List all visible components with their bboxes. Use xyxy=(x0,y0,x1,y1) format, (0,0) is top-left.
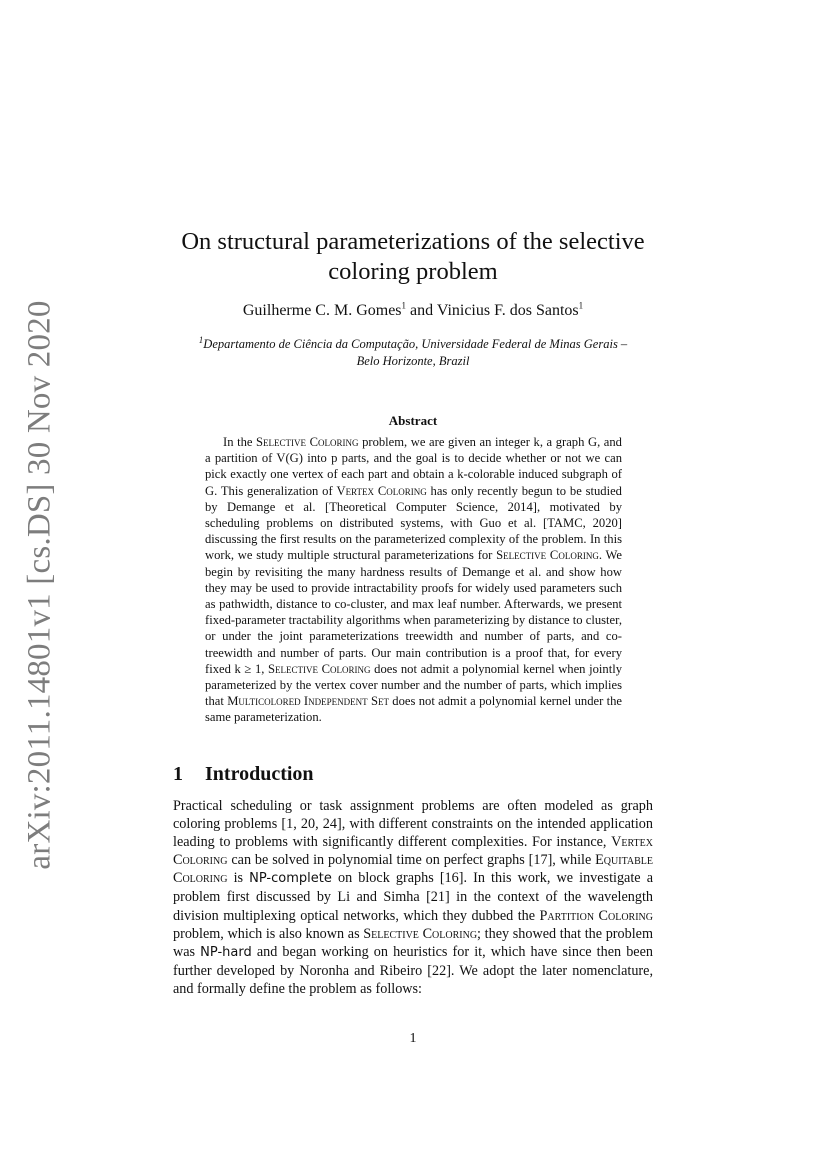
affiliation xyxy=(110,336,716,370)
author-name: Guilherme C. M. Gomes xyxy=(242,302,402,319)
problem-name: Partition Coloring xyxy=(539,907,653,924)
section-title: Introduction xyxy=(205,763,314,785)
abstract-text: does not admit a polynomial kernel under the same parameterization. xyxy=(205,694,622,725)
abstract-paragraph xyxy=(205,434,622,726)
affiliation-mark: 1 xyxy=(198,334,204,345)
abstract-text: . We begin by revisiting the many hardness results of Demange et al. and show how they may be used to provide intractability proofs for widely used parameters such as pathwidth, distance to co-cluster, and max leaf number. Afterwards, we present fixed-parameter tractability algorithms when parameterizing by distance to cluster, or under the joint parameterizations treewidth and number of parts, and co-treewidth and number of parts. Our main contribution is a proof that, for every fixed k ≥ 1, xyxy=(205,548,622,676)
affiliation-line-2: Belo Horizonte, Brazil xyxy=(356,354,470,368)
abstract-body xyxy=(205,434,622,726)
body-text: problem, which is also known as xyxy=(173,925,364,942)
author-joiner: and xyxy=(406,302,437,319)
body-text: on block graphs [16]. In this work, we investigate a problem first discussed by Li and Simha [21] in the context of the wavelength division multiplexing optical networks, which they dubbed the xyxy=(173,870,653,924)
introduction-paragraph xyxy=(173,797,653,998)
problem-name: Selective Coloring xyxy=(268,661,371,676)
complexity-class: NP-hard xyxy=(200,944,252,960)
title-line-1: On structural parameterizations of the selective xyxy=(181,228,645,255)
affiliation-mark: 1 xyxy=(401,300,407,311)
paper-title xyxy=(110,227,716,287)
problem-name: Vertex Coloring xyxy=(173,834,653,869)
body-text: can be solved in polynomial time on perfect graphs [17], while xyxy=(227,852,596,869)
abstract-text: In the xyxy=(223,435,257,449)
arxiv-identifier: arXiv:2011.14801v1 [cs.DS] 30 Nov 2020 xyxy=(21,300,58,870)
abstract-heading: Abstract xyxy=(388,413,438,428)
complexity-class: NP-complete xyxy=(249,871,332,887)
body-text: Practical scheduling or task assignment problems are often modeled as graph coloring problems [1, 20, 24], with different constraints on the intended application leading to problems with significantly different complexities. For instance, xyxy=(173,798,653,851)
section-heading xyxy=(173,763,314,786)
problem-name: Equitable Coloring xyxy=(173,852,653,887)
title-line-2: coloring problem xyxy=(328,258,498,285)
section-number: 1 xyxy=(173,763,183,785)
problem-name: Selective Coloring xyxy=(363,925,478,942)
problem-name: Vertex Coloring xyxy=(336,483,427,498)
abstract-text: has only recently begun to be studied by Demange et al. [Theoretical Computer Science, 2014], motivated by scheduling problems on distributed systems, with Guo et al. [TAMC, 2020] discussing the first results on the parameterized complexity of the problem. In this work, we study multiple structural parameterizations for xyxy=(205,483,622,563)
body-text: and began working on heuristics for it, which have since then been further developed by Noronha and Ribeiro [22]. We adopt the later nomenclature, and formally define the problem as follows: xyxy=(173,943,653,997)
problem-name: Multicolored Independent Set xyxy=(227,694,389,709)
affiliation-mark: 1 xyxy=(578,300,584,311)
body-text: ; they showed that the problem was xyxy=(173,925,653,960)
page-number: 1 xyxy=(409,1031,417,1046)
abstract-text: does not admit a polynomial kernel when jointly parameterized by the vertex cover number and the number of parts, which implies that xyxy=(205,661,622,709)
abstract-text: problem, we are given an integer k, a graph G, and a partition of V(G) into p parts, and the goal is to decide whether or not we can pick exactly one vertex of each part and obtain a k-colorable induced subgraph of G. This generalization of xyxy=(205,435,622,498)
affiliation-line-1: Departamento de Ciência da Computação, Universidade Federal de Minas Gerais – xyxy=(203,337,628,351)
introduction-body xyxy=(173,797,653,998)
body-text: is xyxy=(227,870,250,887)
author-list xyxy=(110,302,716,320)
problem-name: Selective Coloring xyxy=(496,548,599,563)
author-name: Vinicius F. dos Santos xyxy=(436,302,579,319)
problem-name: Selective Coloring xyxy=(256,435,359,449)
